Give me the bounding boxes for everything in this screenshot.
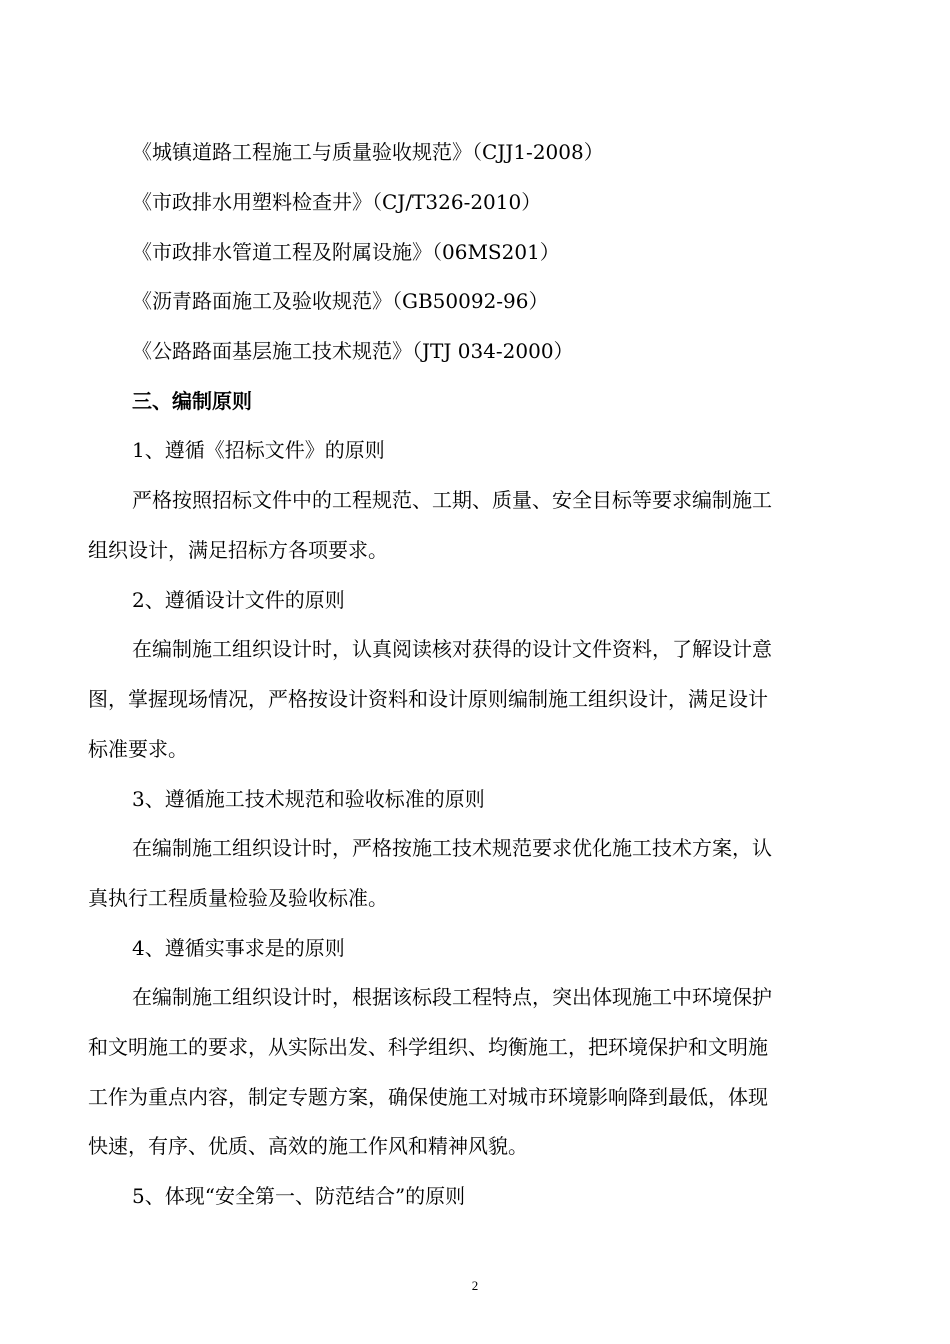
page-number: 2 [471, 1278, 479, 1293]
principle-title: 3、遵循施工技术规范和验收标准的原则 [132, 787, 485, 811]
principle-title: 5、体现“安全第一、防范结合”的原则 [132, 1184, 466, 1208]
paragraph-line: 和文明施工的要求，从实际出发、科学组织、均衡施工，把环境保护和文明施 [88, 1035, 768, 1059]
paragraph-line: 组织设计，满足招标方各项要求。 [88, 538, 388, 562]
principle-title: 2、遵循设计文件的原则 [132, 588, 345, 612]
reference-item: 《市政排水用塑料检查井》（CJ/T326-2010） [132, 190, 542, 214]
paragraph-line: 工作为重点内容，制定专题方案，确保使施工对城市环境影响降到最低，体现 [88, 1085, 768, 1109]
paragraph-line: 在编制施工组织设计时，严格按施工技术规范要求优化施工技术方案，认 [132, 836, 772, 860]
paragraph-line: 快速，有序、优质、高效的施工作风和精神风貌。 [88, 1134, 528, 1158]
principle-title: 1、遵循《招标文件》的原则 [132, 438, 385, 462]
paragraph-line: 在编制施工组织设计时，认真阅读核对获得的设计文件资料，了解设计意 [132, 637, 772, 661]
reference-item: 《城镇道路工程施工与质量验收规范》（CJJ1-2008） [132, 140, 604, 164]
paragraph-line: 图，掌握现场情况，严格按设计资料和设计原则编制施工组织设计，满足设计 [88, 687, 768, 711]
paragraph-line: 真执行工程质量检验及验收标准。 [88, 886, 388, 910]
reference-item: 《沥青路面施工及验收规范》（GB50092-96） [132, 289, 549, 313]
paragraph-line: 标准要求。 [88, 737, 188, 761]
paragraph-line: 严格按照招标文件中的工程规范、工期、质量、安全目标等要求编制施工 [132, 488, 772, 512]
section-heading: 三、编制原则 [132, 389, 252, 413]
paragraph-line: 在编制施工组织设计时，根据该标段工程特点，突出体现施工中环境保护 [132, 985, 772, 1009]
reference-item: 《市政排水管道工程及附属设施》（06MS201） [132, 240, 560, 264]
principle-title: 4、遵循实事求是的原则 [132, 936, 345, 960]
reference-item: 《公路路面基层施工技术规范》（JTJ 034-2000） [132, 339, 574, 363]
